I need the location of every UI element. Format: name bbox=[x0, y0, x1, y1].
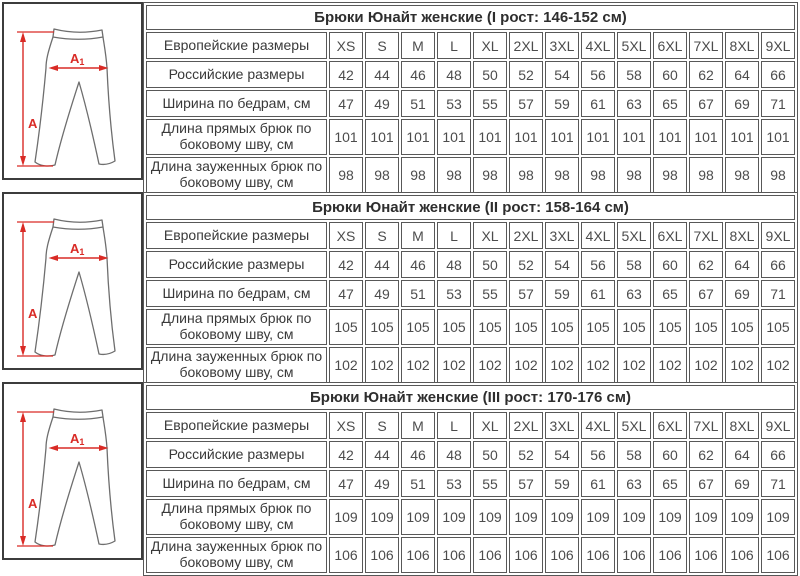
cell-value: 63 bbox=[617, 90, 651, 117]
cell-value: L bbox=[437, 222, 471, 249]
cell-value: 60 bbox=[653, 61, 687, 88]
cell-value: 62 bbox=[689, 441, 723, 468]
cell-value: 109 bbox=[689, 499, 723, 535]
cell-value: 55 bbox=[473, 90, 507, 117]
cell-value: 105 bbox=[329, 309, 363, 345]
trousers-diagram-panel bbox=[2, 192, 143, 370]
cell-value: 106 bbox=[581, 537, 615, 573]
cell-value: 98 bbox=[329, 157, 363, 193]
cell-value: 9XL bbox=[761, 222, 795, 249]
cell-value: 49 bbox=[365, 470, 399, 497]
cell-value: 2XL bbox=[509, 222, 543, 249]
cell-value: 5XL bbox=[617, 32, 651, 59]
cell-value: L bbox=[437, 32, 471, 59]
cell-value: XL bbox=[473, 222, 507, 249]
cell-value: XS bbox=[329, 412, 363, 439]
cell-value: 109 bbox=[761, 499, 795, 535]
measure-a1-label: A1 bbox=[70, 51, 85, 67]
cell-value: 102 bbox=[689, 347, 723, 383]
measure-a1-label: A1 bbox=[70, 241, 85, 257]
cell-value: 50 bbox=[473, 441, 507, 468]
cell-value: 52 bbox=[509, 441, 543, 468]
table-row bbox=[146, 441, 795, 468]
cell-value: 6XL bbox=[653, 412, 687, 439]
cell-value: 71 bbox=[761, 280, 795, 307]
cell-value: 46 bbox=[401, 61, 435, 88]
cell-value: 66 bbox=[761, 441, 795, 468]
table-row bbox=[146, 537, 795, 573]
cell-value: 69 bbox=[725, 90, 759, 117]
cell-value: 49 bbox=[365, 90, 399, 117]
trousers-diagram-panel bbox=[2, 382, 143, 560]
cell-value: 109 bbox=[653, 499, 687, 535]
cell-value: 106 bbox=[473, 537, 507, 573]
cell-value: 101 bbox=[581, 119, 615, 155]
measure-a-arrowhead-bottom bbox=[20, 536, 26, 546]
cell-value: 4XL bbox=[581, 32, 615, 59]
cell-value: 67 bbox=[689, 280, 723, 307]
cell-value: 105 bbox=[437, 309, 471, 345]
cell-value: 102 bbox=[437, 347, 471, 383]
measure-a1-arrowhead-left bbox=[49, 255, 59, 261]
cell-value: 105 bbox=[581, 309, 615, 345]
row-label: Европейские размеры bbox=[146, 32, 327, 59]
cell-value: 105 bbox=[761, 309, 795, 345]
size-chart-block bbox=[2, 382, 800, 570]
cell-value: 42 bbox=[329, 251, 363, 278]
cell-value: 101 bbox=[473, 119, 507, 155]
table-row bbox=[146, 32, 795, 59]
cell-value: 98 bbox=[581, 157, 615, 193]
table-title-row bbox=[146, 195, 795, 220]
row-label: Ширина по бедрам, см bbox=[146, 90, 327, 117]
cell-value: 57 bbox=[509, 470, 543, 497]
cell-value: XL bbox=[473, 32, 507, 59]
cell-value: 5XL bbox=[617, 412, 651, 439]
cell-value: 105 bbox=[689, 309, 723, 345]
cell-value: 46 bbox=[401, 251, 435, 278]
cell-value: M bbox=[401, 32, 435, 59]
cell-value: 65 bbox=[653, 470, 687, 497]
cell-value: 105 bbox=[617, 309, 651, 345]
cell-value: 109 bbox=[365, 499, 399, 535]
measure-a-arrowhead-top bbox=[20, 412, 26, 422]
cell-value: M bbox=[401, 222, 435, 249]
cell-value: L bbox=[437, 412, 471, 439]
cell-value: 53 bbox=[437, 280, 471, 307]
cell-value: 101 bbox=[545, 119, 579, 155]
cell-value: 102 bbox=[473, 347, 507, 383]
cell-value: 2XL bbox=[509, 412, 543, 439]
cell-value: 44 bbox=[365, 251, 399, 278]
cell-value: 105 bbox=[473, 309, 507, 345]
cell-value: 109 bbox=[581, 499, 615, 535]
trousers-waistband bbox=[53, 219, 103, 229]
cell-value: 44 bbox=[365, 441, 399, 468]
cell-value: 56 bbox=[581, 251, 615, 278]
cell-value: 101 bbox=[401, 119, 435, 155]
cell-value: 58 bbox=[617, 251, 651, 278]
cell-value: 51 bbox=[401, 470, 435, 497]
cell-value: 60 bbox=[653, 441, 687, 468]
cell-value: 106 bbox=[761, 537, 795, 573]
row-label: Длина прямых брюк по боковому шву, см bbox=[146, 309, 327, 345]
cell-value: 69 bbox=[725, 470, 759, 497]
cell-value: S bbox=[365, 222, 399, 249]
cell-value: 98 bbox=[689, 157, 723, 193]
cell-value: 56 bbox=[581, 441, 615, 468]
size-table bbox=[143, 192, 798, 386]
measure-a-arrowhead-bottom bbox=[20, 156, 26, 166]
table-row bbox=[146, 347, 795, 383]
cell-value: 109 bbox=[617, 499, 651, 535]
cell-value: 67 bbox=[689, 90, 723, 117]
cell-value: 7XL bbox=[689, 222, 723, 249]
cell-value: 55 bbox=[473, 470, 507, 497]
cell-value: 48 bbox=[437, 61, 471, 88]
cell-value: 6XL bbox=[653, 32, 687, 59]
row-label: Ширина по бедрам, см bbox=[146, 470, 327, 497]
cell-value: 52 bbox=[509, 251, 543, 278]
cell-value: 61 bbox=[581, 280, 615, 307]
cell-value: 62 bbox=[689, 61, 723, 88]
cell-value: 71 bbox=[761, 470, 795, 497]
table-title: Брюки Юнайт женские (I рост: 146-152 см) bbox=[146, 5, 795, 30]
row-label: Российские размеры bbox=[146, 441, 327, 468]
cell-value: 106 bbox=[653, 537, 687, 573]
cell-value: 54 bbox=[545, 251, 579, 278]
cell-value: 105 bbox=[653, 309, 687, 345]
cell-value: 98 bbox=[545, 157, 579, 193]
cell-value: 46 bbox=[401, 441, 435, 468]
cell-value: 102 bbox=[653, 347, 687, 383]
trousers-waistband bbox=[53, 409, 103, 419]
cell-value: 102 bbox=[509, 347, 543, 383]
cell-value: 48 bbox=[437, 251, 471, 278]
cell-value: 101 bbox=[761, 119, 795, 155]
cell-value: 3XL bbox=[545, 32, 579, 59]
cell-value: 42 bbox=[329, 61, 363, 88]
cell-value: 42 bbox=[329, 441, 363, 468]
cell-value: 64 bbox=[725, 251, 759, 278]
table-title-row bbox=[146, 5, 795, 30]
cell-value: 98 bbox=[401, 157, 435, 193]
size-chart-block bbox=[2, 192, 800, 380]
cell-value: 49 bbox=[365, 280, 399, 307]
cell-value: 106 bbox=[401, 537, 435, 573]
cell-value: 66 bbox=[761, 251, 795, 278]
cell-value: 51 bbox=[401, 90, 435, 117]
cell-value: 4XL bbox=[581, 222, 615, 249]
cell-value: 102 bbox=[329, 347, 363, 383]
cell-value: 102 bbox=[545, 347, 579, 383]
cell-value: 98 bbox=[365, 157, 399, 193]
table-title: Брюки Юнайт женские (III рост: 170-176 см) bbox=[146, 385, 795, 410]
cell-value: 56 bbox=[581, 61, 615, 88]
cell-value: 106 bbox=[689, 537, 723, 573]
cell-value: 44 bbox=[365, 61, 399, 88]
cell-value: 102 bbox=[617, 347, 651, 383]
cell-value: 54 bbox=[545, 61, 579, 88]
table-row bbox=[146, 499, 795, 535]
cell-value: 98 bbox=[473, 157, 507, 193]
cell-value: 47 bbox=[329, 280, 363, 307]
cell-value: 9XL bbox=[761, 412, 795, 439]
cell-value: 54 bbox=[545, 441, 579, 468]
cell-value: M bbox=[401, 412, 435, 439]
cell-value: 63 bbox=[617, 470, 651, 497]
cell-value: 109 bbox=[545, 499, 579, 535]
cell-value: 53 bbox=[437, 470, 471, 497]
cell-value: 101 bbox=[653, 119, 687, 155]
table-row bbox=[146, 470, 795, 497]
cell-value: 101 bbox=[725, 119, 759, 155]
row-label: Ширина по бедрам, см bbox=[146, 280, 327, 307]
trousers-diagram-icon bbox=[4, 4, 141, 178]
row-label: Длина прямых брюк по боковому шву, см bbox=[146, 499, 327, 535]
table-row bbox=[146, 412, 795, 439]
cell-value: 102 bbox=[365, 347, 399, 383]
cell-value: 109 bbox=[473, 499, 507, 535]
cell-value: 50 bbox=[473, 251, 507, 278]
cell-value: 105 bbox=[545, 309, 579, 345]
cell-value: 98 bbox=[653, 157, 687, 193]
cell-value: 102 bbox=[725, 347, 759, 383]
table-row bbox=[146, 90, 795, 117]
cell-value: XS bbox=[329, 222, 363, 249]
cell-value: 2XL bbox=[509, 32, 543, 59]
cell-value: 63 bbox=[617, 280, 651, 307]
cell-value: 98 bbox=[725, 157, 759, 193]
cell-value: 8XL bbox=[725, 412, 759, 439]
table-title: Брюки Юнайт женские (II рост: 158-164 см) bbox=[146, 195, 795, 220]
row-label: Длина зауженных брюк по боковому шву, см bbox=[146, 157, 327, 193]
cell-value: 102 bbox=[761, 347, 795, 383]
cell-value: 57 bbox=[509, 280, 543, 307]
cell-value: 102 bbox=[401, 347, 435, 383]
cell-value: S bbox=[365, 412, 399, 439]
cell-value: 98 bbox=[761, 157, 795, 193]
row-label: Длина прямых брюк по боковому шву, см bbox=[146, 119, 327, 155]
table-row bbox=[146, 61, 795, 88]
measure-a1-label: A1 bbox=[70, 431, 85, 447]
cell-value: 101 bbox=[689, 119, 723, 155]
cell-value: 66 bbox=[761, 61, 795, 88]
measure-a-label: A bbox=[28, 496, 38, 511]
cell-value: 105 bbox=[725, 309, 759, 345]
size-table bbox=[143, 382, 798, 576]
cell-value: 53 bbox=[437, 90, 471, 117]
cell-value: 98 bbox=[617, 157, 651, 193]
cell-value: 101 bbox=[437, 119, 471, 155]
row-label: Длина зауженных брюк по боковому шву, см bbox=[146, 347, 327, 383]
cell-value: XS bbox=[329, 32, 363, 59]
cell-value: 69 bbox=[725, 280, 759, 307]
measure-a-arrowhead-bottom bbox=[20, 346, 26, 356]
cell-value: 109 bbox=[437, 499, 471, 535]
size-chart-block bbox=[2, 2, 800, 190]
row-label: Российские размеры bbox=[146, 61, 327, 88]
cell-value: 60 bbox=[653, 251, 687, 278]
cell-value: XL bbox=[473, 412, 507, 439]
measure-a1-arrowhead-left bbox=[49, 65, 59, 71]
cell-value: 8XL bbox=[725, 32, 759, 59]
cell-value: 109 bbox=[329, 499, 363, 535]
cell-value: 109 bbox=[509, 499, 543, 535]
cell-value: 106 bbox=[617, 537, 651, 573]
cell-value: 106 bbox=[329, 537, 363, 573]
cell-value: 105 bbox=[509, 309, 543, 345]
table-row bbox=[146, 222, 795, 249]
cell-value: 59 bbox=[545, 470, 579, 497]
table-row bbox=[146, 251, 795, 278]
measure-a-label: A bbox=[28, 306, 38, 321]
cell-value: 98 bbox=[437, 157, 471, 193]
cell-value: 57 bbox=[509, 90, 543, 117]
cell-value: 67 bbox=[689, 470, 723, 497]
cell-value: S bbox=[365, 32, 399, 59]
cell-value: 58 bbox=[617, 441, 651, 468]
cell-value: 61 bbox=[581, 470, 615, 497]
row-label: Европейские размеры bbox=[146, 222, 327, 249]
cell-value: 5XL bbox=[617, 222, 651, 249]
trousers-diagram-icon bbox=[4, 384, 141, 558]
cell-value: 109 bbox=[401, 499, 435, 535]
cell-value: 106 bbox=[545, 537, 579, 573]
cell-value: 47 bbox=[329, 90, 363, 117]
cell-value: 101 bbox=[509, 119, 543, 155]
cell-value: 109 bbox=[725, 499, 759, 535]
trousers-diagram-panel bbox=[2, 2, 143, 180]
cell-value: 65 bbox=[653, 90, 687, 117]
cell-value: 50 bbox=[473, 61, 507, 88]
cell-value: 65 bbox=[653, 280, 687, 307]
cell-value: 7XL bbox=[689, 32, 723, 59]
cell-value: 47 bbox=[329, 470, 363, 497]
measure-a-label: A bbox=[28, 116, 38, 131]
cell-value: 102 bbox=[581, 347, 615, 383]
cell-value: 9XL bbox=[761, 32, 795, 59]
cell-value: 105 bbox=[365, 309, 399, 345]
cell-value: 71 bbox=[761, 90, 795, 117]
cell-value: 8XL bbox=[725, 222, 759, 249]
cell-value: 48 bbox=[437, 441, 471, 468]
cell-value: 3XL bbox=[545, 222, 579, 249]
cell-value: 52 bbox=[509, 61, 543, 88]
cell-value: 64 bbox=[725, 441, 759, 468]
size-table bbox=[143, 2, 798, 196]
table-title-row bbox=[146, 385, 795, 410]
cell-value: 106 bbox=[725, 537, 759, 573]
row-label: Длина зауженных брюк по боковому шву, см bbox=[146, 537, 327, 573]
row-label: Европейские размеры bbox=[146, 412, 327, 439]
cell-value: 64 bbox=[725, 61, 759, 88]
table-row bbox=[146, 280, 795, 307]
table-row bbox=[146, 157, 795, 193]
cell-value: 101 bbox=[329, 119, 363, 155]
cell-value: 101 bbox=[365, 119, 399, 155]
trousers-waistband bbox=[53, 29, 103, 39]
row-label: Российские размеры bbox=[146, 251, 327, 278]
measure-a1-arrowhead-left bbox=[49, 445, 59, 451]
cell-value: 106 bbox=[437, 537, 471, 573]
cell-value: 106 bbox=[365, 537, 399, 573]
cell-value: 55 bbox=[473, 280, 507, 307]
cell-value: 51 bbox=[401, 280, 435, 307]
cell-value: 6XL bbox=[653, 222, 687, 249]
cell-value: 98 bbox=[509, 157, 543, 193]
measure-a-arrowhead-top bbox=[20, 32, 26, 42]
cell-value: 61 bbox=[581, 90, 615, 117]
measure-a-arrowhead-top bbox=[20, 222, 26, 232]
table-row bbox=[146, 309, 795, 345]
cell-value: 7XL bbox=[689, 412, 723, 439]
cell-value: 105 bbox=[401, 309, 435, 345]
cell-value: 59 bbox=[545, 280, 579, 307]
cell-value: 3XL bbox=[545, 412, 579, 439]
cell-value: 106 bbox=[509, 537, 543, 573]
table-row bbox=[146, 119, 795, 155]
cell-value: 62 bbox=[689, 251, 723, 278]
trousers-diagram-icon bbox=[4, 194, 141, 368]
cell-value: 58 bbox=[617, 61, 651, 88]
cell-value: 59 bbox=[545, 90, 579, 117]
cell-value: 101 bbox=[617, 119, 651, 155]
cell-value: 4XL bbox=[581, 412, 615, 439]
